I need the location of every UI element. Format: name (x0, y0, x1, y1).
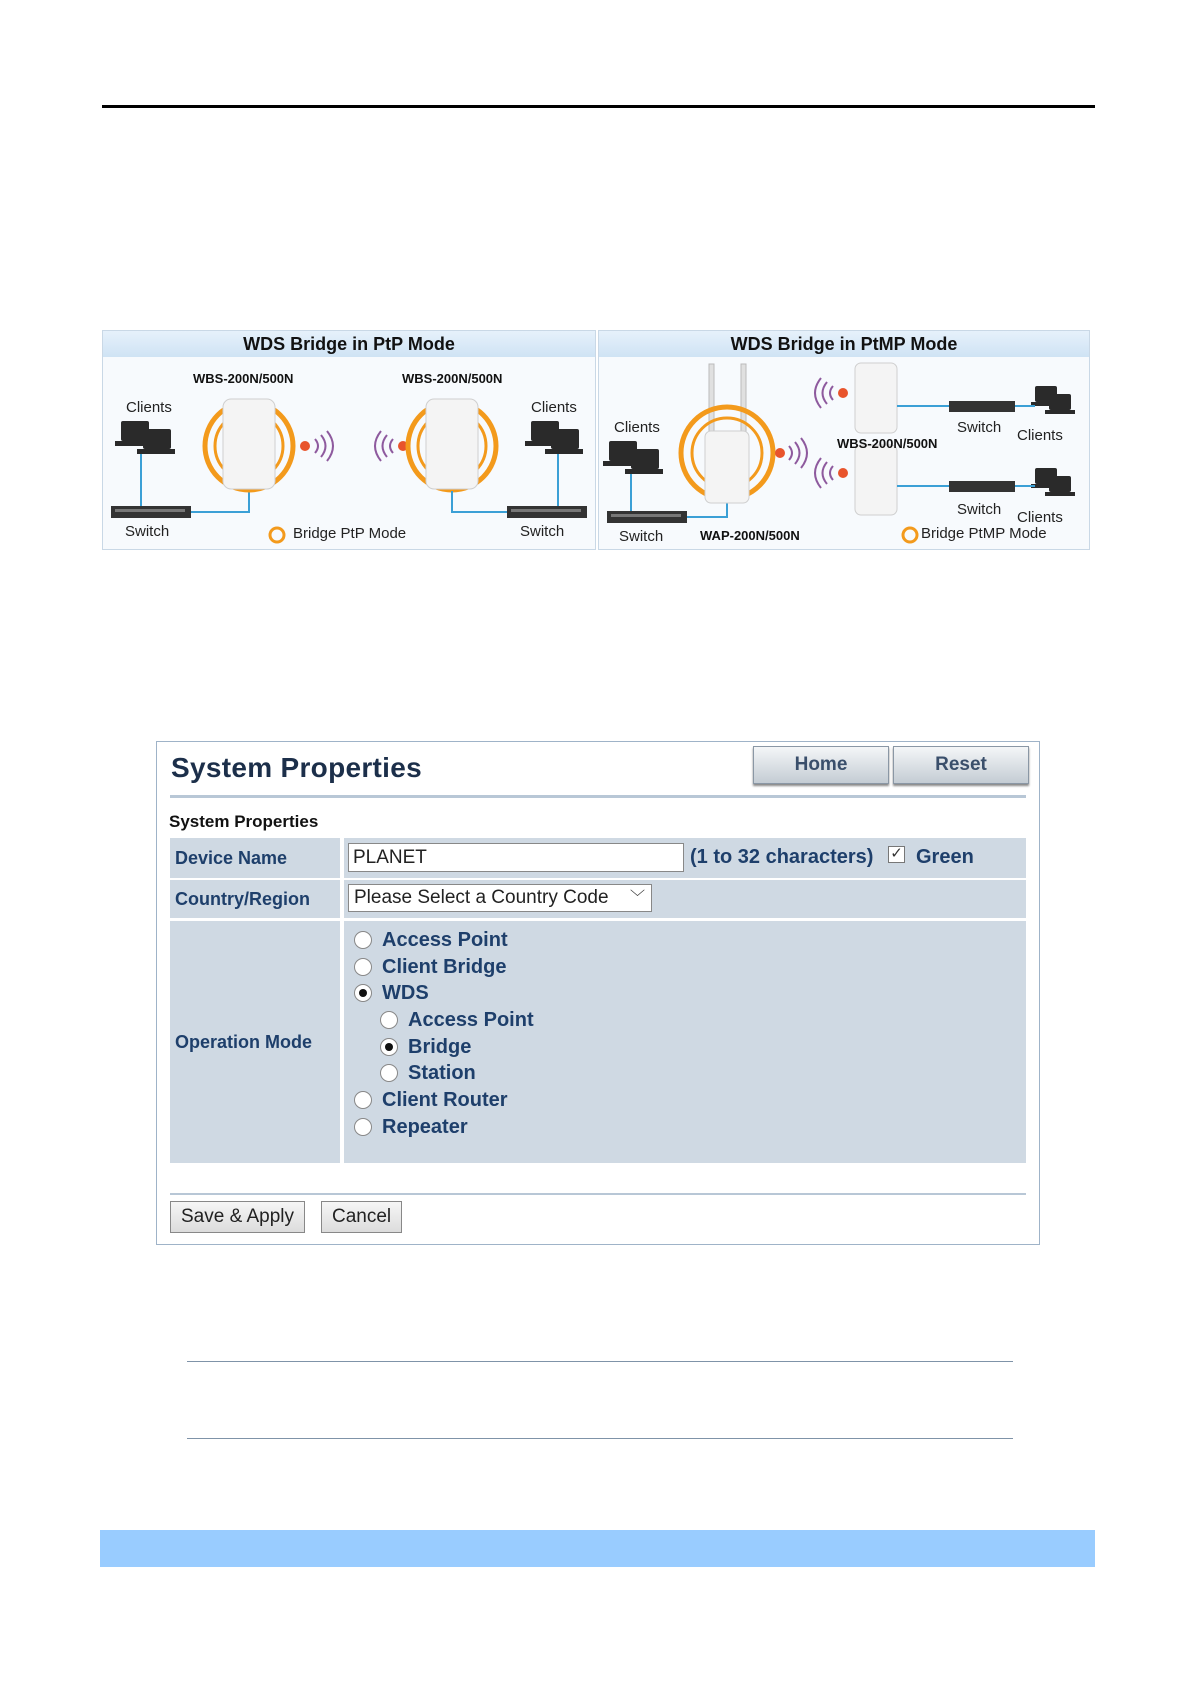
ptmp-model-station: WBS-200N/500N (837, 436, 938, 451)
cancel-button[interactable]: Cancel (321, 1201, 402, 1233)
wds-bridge[interactable]: Bridge (380, 1034, 471, 1060)
wireless-signal-icon (300, 431, 408, 461)
section-heading: System Properties (169, 812, 319, 831)
laptop-icon (115, 421, 175, 454)
ptp-diagram-title: WDS Bridge in PtP Mode (103, 331, 595, 357)
save-apply-button[interactable]: Save & Apply (170, 1201, 305, 1233)
wds-ptp-diagram (102, 330, 596, 550)
ptp-legend: Bridge PtP Mode (293, 525, 407, 542)
ptmp-clients-left: Clients (614, 419, 660, 436)
radio-selected-icon[interactable] (380, 1038, 398, 1056)
title-divider (170, 795, 1026, 798)
system-properties-panel (156, 741, 1040, 1245)
bridge-device-icon (205, 399, 293, 490)
radio-selected-icon[interactable] (354, 984, 372, 1002)
green-label: Green (916, 846, 974, 868)
device-name-row (344, 838, 1026, 878)
switch-icon (507, 506, 587, 518)
switch-icon (607, 511, 687, 523)
operation-mode-label: Operation Mode (170, 921, 340, 1163)
radio-icon[interactable] (354, 958, 372, 976)
mode-repeater[interactable]: Repeater (354, 1114, 468, 1140)
home-button[interactable]: Home (753, 746, 889, 784)
switch-icon (111, 506, 191, 518)
bridge-device-icon (408, 399, 496, 490)
reset-button[interactable]: Reset (893, 746, 1029, 784)
radio-icon[interactable] (380, 1011, 398, 1029)
laptop-icon (525, 421, 583, 454)
device-name-hint: (1 to 32 characters) (690, 846, 874, 868)
ptp-clients-left: Clients (126, 399, 172, 416)
wds-ptmp-diagram (598, 330, 1090, 550)
note-rule-top (187, 1361, 1013, 1362)
mode-access-point[interactable]: Access Point (354, 927, 508, 953)
green-checkbox[interactable]: ✓ (888, 846, 905, 863)
ptmp-legend: Bridge PtMP Mode (921, 525, 1047, 542)
ptmp-switch-left: Switch (619, 528, 664, 545)
legend-ring-icon (903, 528, 917, 542)
operation-mode-row (344, 921, 1026, 1163)
footer-band (100, 1530, 1095, 1567)
ptmp-switch-bottom: Switch (957, 501, 1002, 518)
ptmp-switch-top: Switch (957, 419, 1002, 436)
mode-client-router[interactable]: Client Router (354, 1087, 508, 1113)
page-title: System Properties (171, 752, 422, 783)
ptp-model-right: WBS-200N/500N (402, 371, 503, 386)
radio-icon[interactable] (354, 1091, 372, 1109)
device-name-label: Device Name (170, 838, 340, 878)
mode-wds[interactable]: WDS (354, 980, 429, 1006)
ptmp-clients-top: Clients (1017, 427, 1063, 444)
radio-icon[interactable] (380, 1064, 398, 1082)
country-select-value: Please Select a Country Code (354, 887, 609, 908)
switch-icon (949, 401, 1015, 492)
chevron-down-icon: ﹀ (629, 889, 645, 906)
ptmp-diagram-title: WDS Bridge in PtMP Mode (599, 331, 1089, 357)
ptp-switch-left: Switch (125, 523, 170, 540)
radio-icon[interactable] (354, 931, 372, 949)
wds-station[interactable]: Station (380, 1060, 476, 1086)
country-select[interactable] (348, 884, 652, 912)
ptp-clients-right: Clients (531, 399, 577, 416)
header-rule (102, 105, 1095, 108)
footer-divider (170, 1193, 1026, 1195)
wireless-signal-icon (775, 378, 848, 488)
ptp-model-left: WBS-200N/500N (193, 371, 294, 386)
ptmp-model-ap: WAP-200N/500N (700, 528, 800, 543)
mode-client-bridge[interactable]: Client Bridge (354, 954, 506, 980)
laptop-icon (603, 441, 663, 474)
radio-icon[interactable] (354, 1118, 372, 1136)
country-region-row (344, 880, 1026, 918)
device-name-input[interactable]: PLANET (348, 843, 684, 872)
note-rule-bottom (187, 1438, 1013, 1439)
wds-access-point[interactable]: Access Point (380, 1007, 534, 1033)
access-point-icon (681, 364, 773, 503)
country-region-label: Country/Region (170, 880, 340, 918)
ptp-diagram-graphic (103, 331, 595, 549)
legend-ring-icon (270, 528, 284, 542)
ptmp-clients-bottom: Clients (1017, 509, 1063, 526)
ptp-switch-right: Switch (520, 523, 565, 540)
